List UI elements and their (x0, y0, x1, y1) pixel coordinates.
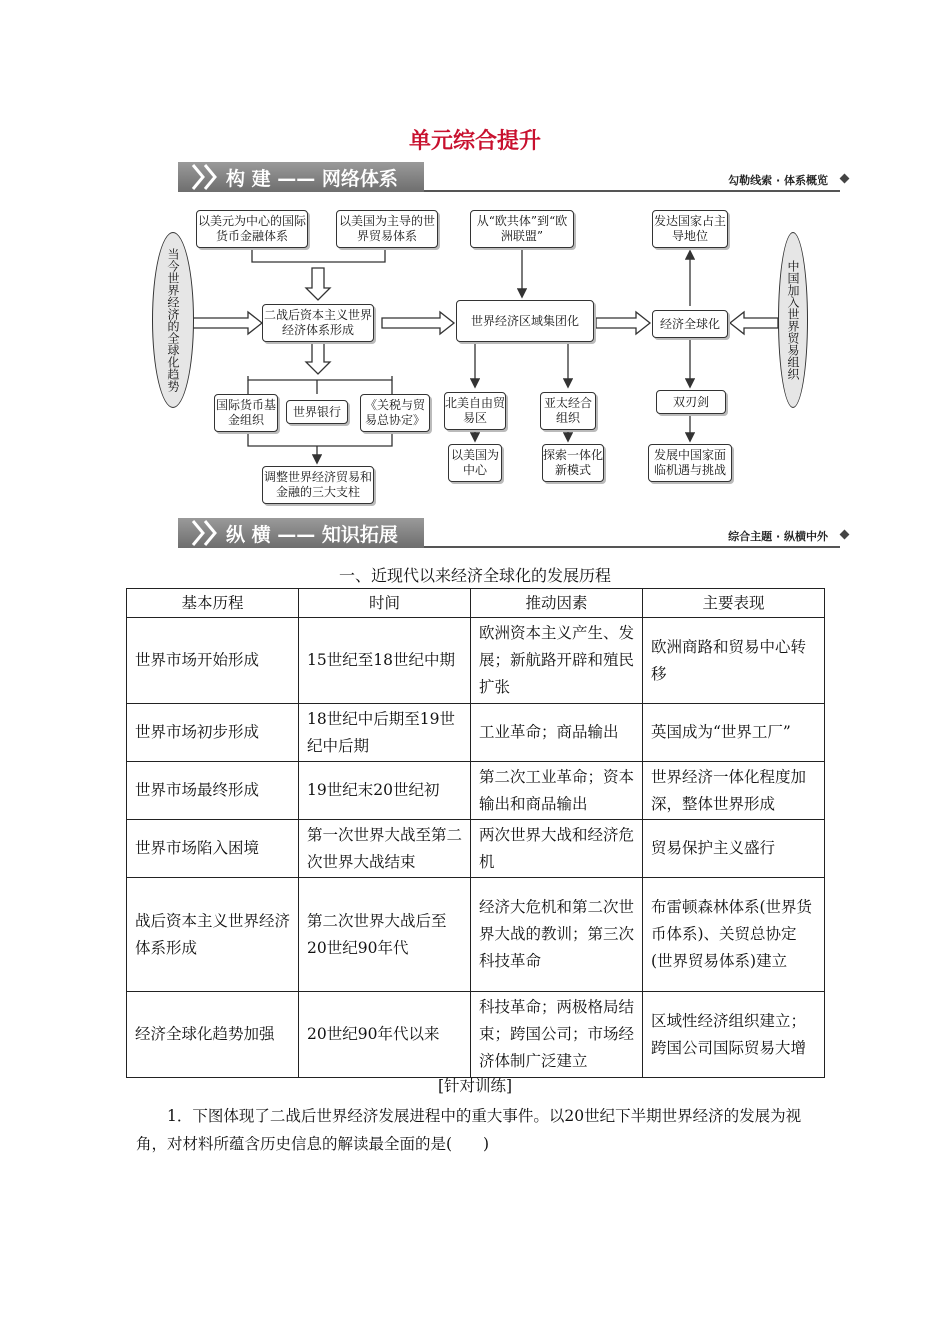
box-gatt: 《关税与贸易总协定》 (360, 394, 430, 432)
banner-rule (424, 546, 840, 548)
right-oval: 中国加入世界贸易组织 (778, 232, 808, 408)
box-developed-dominant: 发达国家占主导地位 (652, 210, 728, 248)
box-us-center: 以美国为中心 (448, 444, 502, 482)
table-row (127, 704, 825, 762)
box-apec: 亚太经合组织 (540, 392, 596, 430)
table-cell: 第一次世界大战至第二次世界大战结束 (299, 820, 471, 878)
table-cell: 工业革命；商品输出 (471, 704, 643, 762)
table-cell: 18世纪中后期至19世纪中后期 (299, 704, 471, 762)
box-trade-system: 以美国为主导的世界贸易体系 (336, 210, 438, 248)
history-table (126, 588, 825, 1078)
table-cell: 区域性经济组织建立；跨国公司国际贸易大增 (643, 992, 825, 1078)
table-cell: 世界经济一体化程度加深，整体世界形成 (643, 762, 825, 820)
table-cell: 世界市场最终形成 (127, 762, 299, 820)
table-cell: 15世纪至18世纪中期 (299, 618, 471, 704)
table-cell: 布雷顿森林体系(世界货币体系)、关贸总协定(世界贸易体系)建立 (643, 878, 825, 992)
box-regional-blocs: 世界经济区域集团化 (456, 300, 594, 342)
diamond-icon (840, 530, 850, 540)
table-header-cell: 主要表现 (643, 589, 825, 618)
table-caption: 一、近现代以来经济全球化的发展历程 (338, 566, 611, 585)
table-header-cell: 时间 (299, 589, 471, 618)
table-row (127, 878, 825, 992)
table-cell: 欧洲商路和贸易中心转移 (643, 618, 825, 704)
box-system-formed: 二战后资本主义世界经济体系形成 (262, 304, 374, 342)
box-explore-model: 探索一体化新模式 (542, 444, 604, 482)
table-row (127, 618, 825, 704)
table-cell: 欧洲资本主义产生、发展；新航路开辟和殖民扩张 (471, 618, 643, 704)
table-row (127, 762, 825, 820)
table-cell: 两次世界大战和经济危机 (471, 820, 643, 878)
table-cell: 第二次工业革命；资本输出和商品输出 (471, 762, 643, 820)
table-cell: 科技革命；两极格局结束；跨国公司；市场经济体制广泛建立 (471, 992, 643, 1078)
table-header-cell: 基本历程 (127, 589, 299, 618)
table-cell: 第二次世界大战后至20世纪90年代 (299, 878, 471, 992)
box-nafta: 北美自由贸易区 (444, 392, 506, 430)
question-text: 1．下图体现了二战后世界经济发展进程中的重大事件。以20世纪下半期世界经济的发展为视角，对材料所蕴含历史信息的解读最全面的是( ) (136, 1107, 802, 1153)
table-header-row (127, 589, 825, 618)
chevron-right-icon (202, 518, 218, 548)
table-cell: 世界市场初步形成 (127, 704, 299, 762)
table-cell: 英国成为“世界工厂” (643, 704, 825, 762)
table-header-cell: 推动因素 (471, 589, 643, 618)
box-developing-challenge: 发展中国家面临机遇与挑战 (648, 444, 732, 482)
banner-tag: 综合主题 · 纵横中外 (728, 530, 828, 543)
table-row (127, 820, 825, 878)
left-oval: 当今世界经济的全球化趋势 (152, 232, 194, 408)
banner-tag: 勾勒线索 · 体系概览 (728, 174, 828, 187)
table-cell: 20世纪90年代以来 (299, 992, 471, 1078)
box-dollar-system: 以美元为中心的国际货币金融体系 (196, 210, 308, 248)
table-cell: 贸易保护主义盛行 (643, 820, 825, 878)
box-eu: 从“欧共体”到“欧洲联盟” (470, 210, 574, 248)
banner-label: 构 建 —— 网络体系 (226, 168, 398, 190)
table-cell: 世界市场开始形成 (127, 618, 299, 704)
box-double-edged: 双刃剑 (656, 390, 726, 414)
table-cell: 19世纪末20世纪初 (299, 762, 471, 820)
table-cell: 战后资本主义世界经济体系形成 (127, 878, 299, 992)
training-heading: [针对训练] (437, 1077, 513, 1095)
table-cell: 经济大危机和第二次世界大战的教训；第三次科技革命 (471, 878, 643, 992)
section-banner-knowledge (178, 518, 848, 548)
banner-label: 纵 横 —— 知识拓展 (226, 524, 398, 546)
table-cell: 经济全球化趋势加强 (127, 992, 299, 1078)
table-row (127, 992, 825, 1078)
diagram-connectors (0, 0, 950, 520)
table-cell: 世界市场陷入困境 (127, 820, 299, 878)
box-imf: 国际货币基金组织 (214, 394, 278, 432)
box-three-pillars: 调整世界经济贸易和金融的三大支柱 (262, 466, 374, 504)
page-title: 单元综合提升 (408, 129, 541, 154)
box-globalization: 经济全球化 (652, 310, 728, 338)
box-world-bank: 世界银行 (286, 400, 348, 424)
